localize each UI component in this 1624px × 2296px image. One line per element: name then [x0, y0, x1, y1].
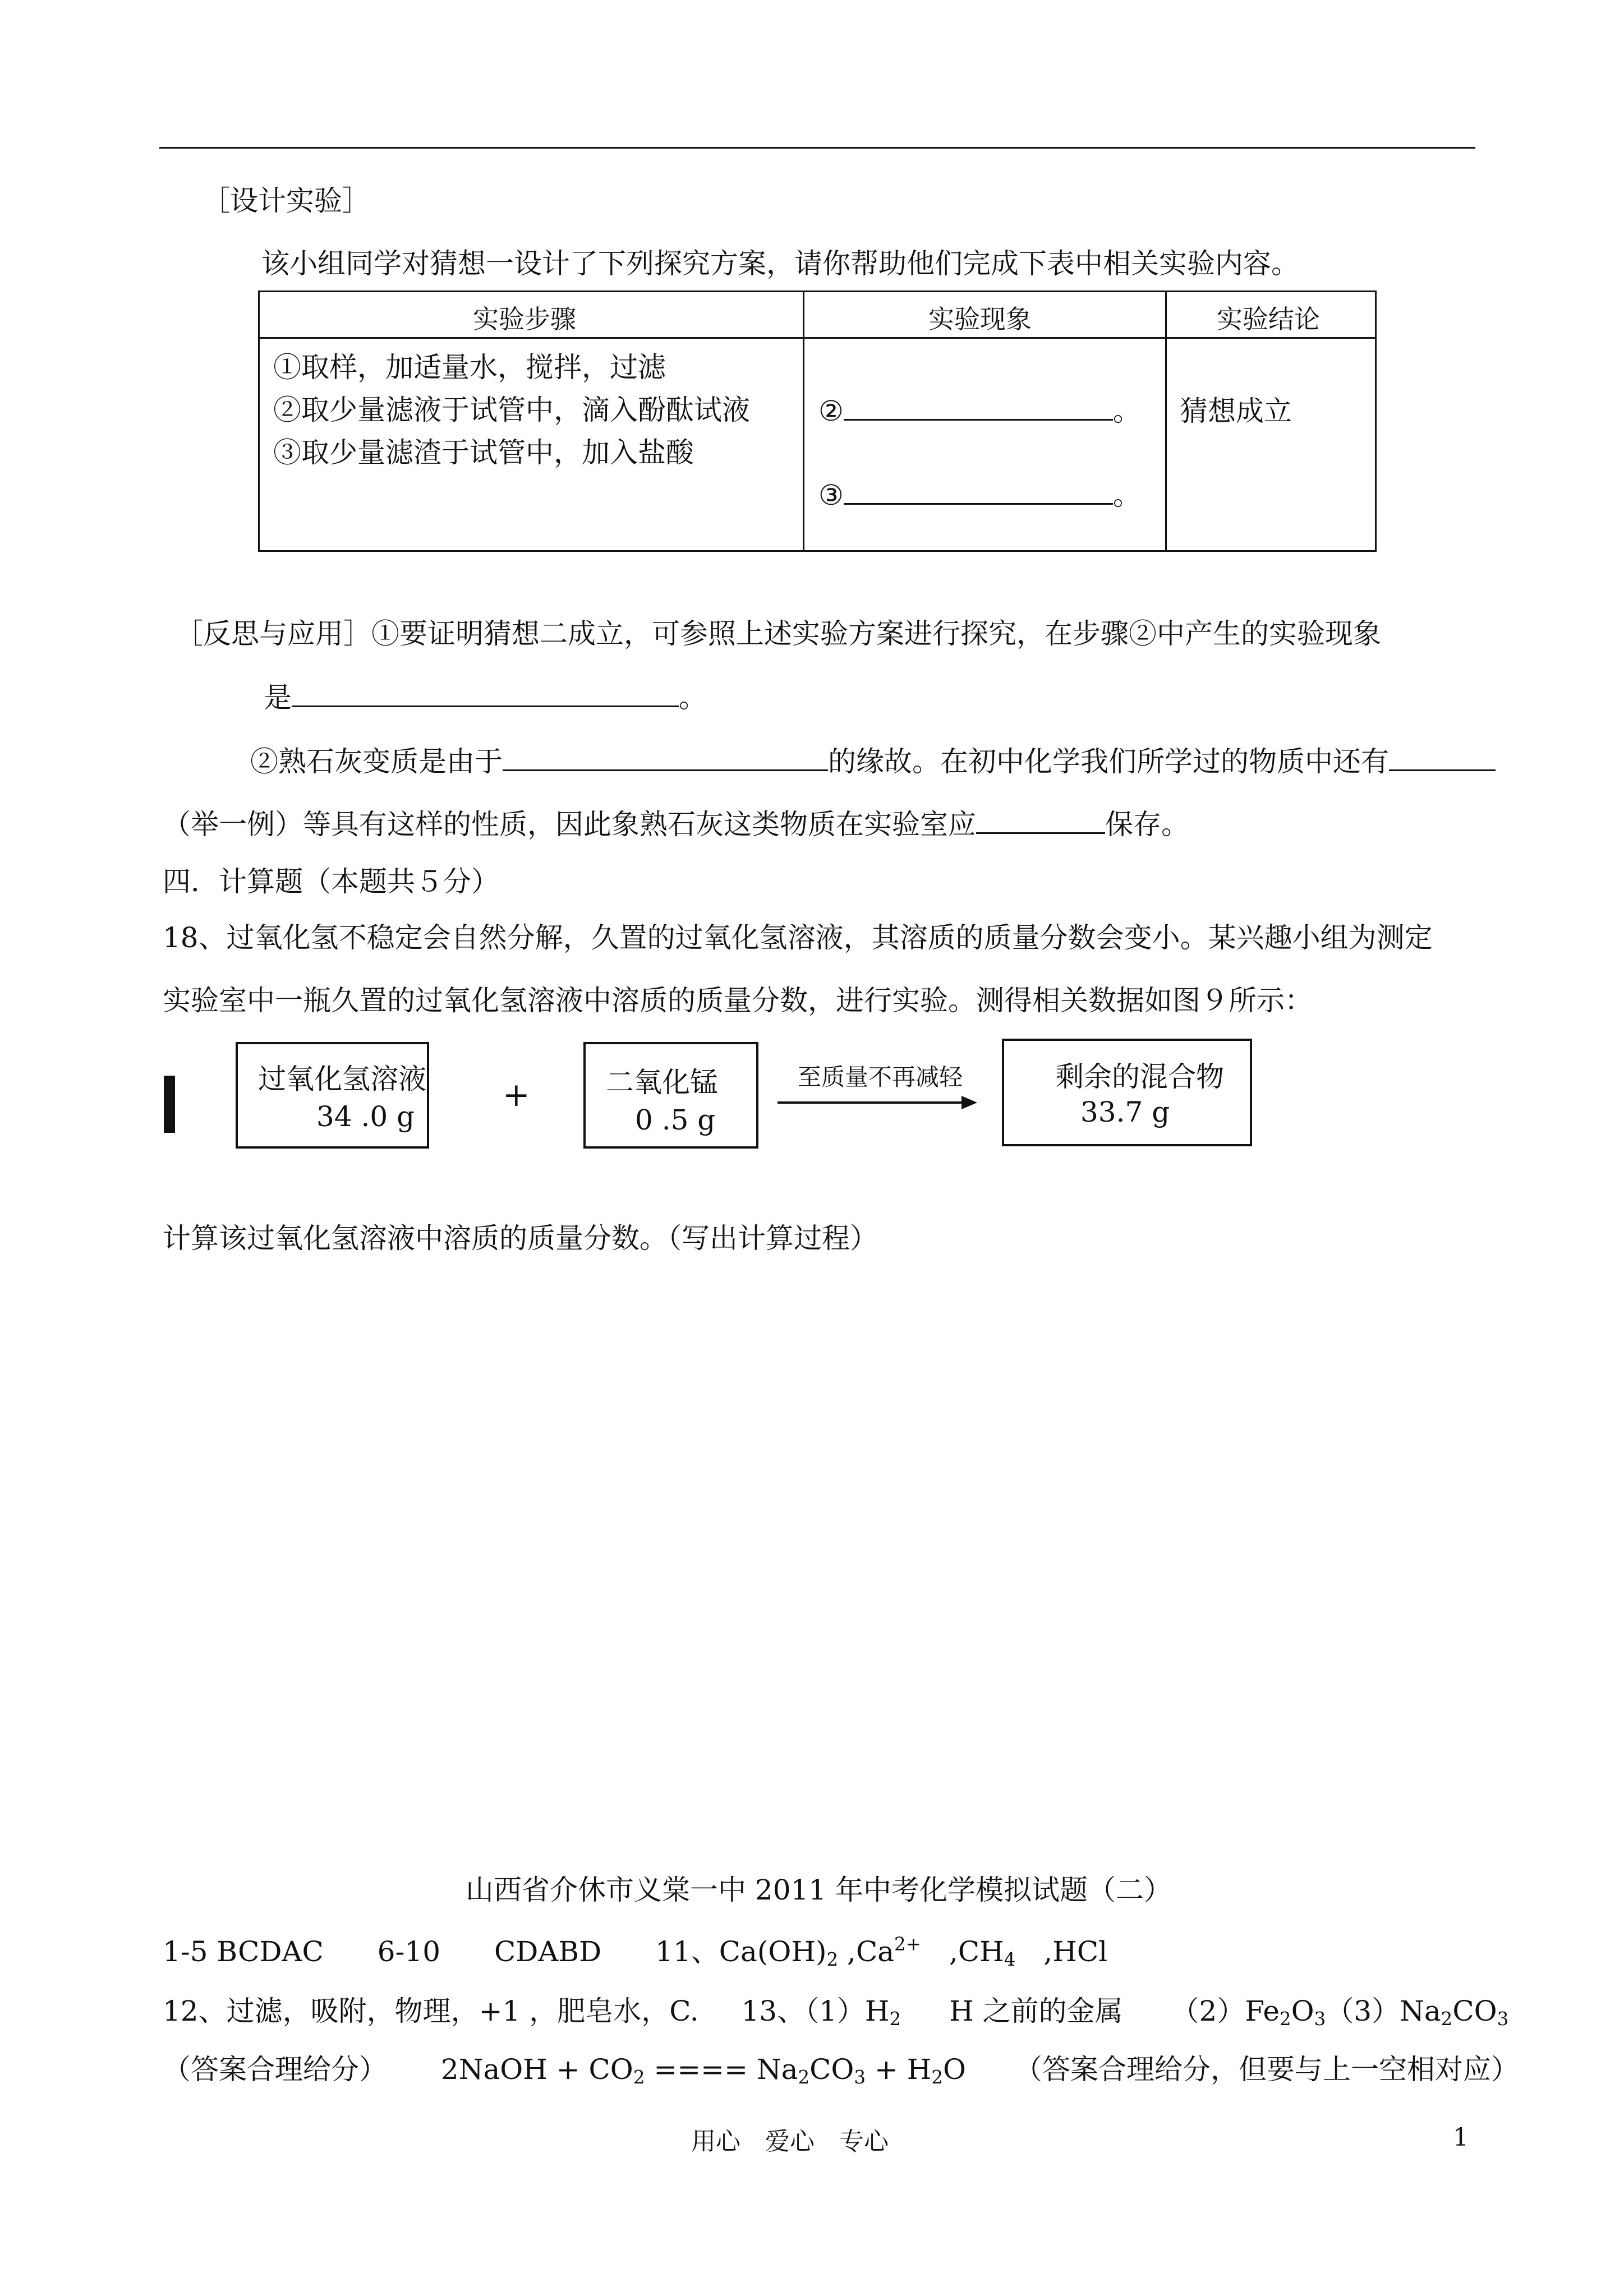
answer-13-1 — [741, 1995, 901, 2030]
answer-6-10-label: 6-10 — [377, 1935, 441, 1968]
equation-b-sub: 2 — [798, 2067, 810, 2088]
box-manganese-dioxide — [583, 1042, 758, 1149]
answer-13-1-sub: 2 — [889, 2008, 901, 2030]
reflect-line-4-b: 保存。 — [1105, 808, 1189, 841]
box-hydrogen-peroxide — [236, 1042, 429, 1149]
answers-title: 山西省介休市义棠一中 2011 年中考化学模拟试题（二） — [466, 1874, 1172, 1906]
table-step-1: ①取样，加适量水，搅拌，过滤 — [273, 351, 666, 384]
answer-13-3-sub2: 3 — [1497, 2008, 1509, 2030]
reaction-arrow-icon — [776, 1091, 978, 1114]
observation-3-period: 。 — [1112, 479, 1141, 511]
experiment-table — [258, 291, 1377, 552]
observation-3 — [818, 473, 1141, 513]
reflect-line-2-prefix: 是 — [264, 681, 292, 714]
observation-2-label: ② — [818, 395, 844, 427]
answer-6-10: CDABD — [494, 1935, 602, 1968]
reflect-blank-3[interactable] — [1389, 769, 1496, 771]
answer-13-1-a: 13、（1）H — [741, 1995, 890, 2027]
reflect-line-3-b: 的缘故。在初中化学我们所学过的物质中还有 — [828, 745, 1389, 778]
answers-row-2 — [163, 1989, 1508, 2030]
reflect-line-4 — [163, 802, 1189, 842]
answer-11-a: 11、Ca(OH) — [655, 1935, 827, 1968]
q18-line-2: 实验室中一瓶久置的过氧化氢溶液中溶质的质量分数，进行实验。测得相关数据如图９所示： — [163, 984, 1313, 1017]
answer-13-note: （答案合理给分） — [163, 2053, 387, 2086]
answer-1-5: 1-5 BCDAC — [163, 1935, 324, 1968]
reflect-blank-2[interactable] — [503, 769, 828, 771]
table-header-steps: 实验步骤 — [473, 304, 576, 334]
box-manganese-dioxide-mass: 0 .5 g — [635, 1104, 716, 1136]
box-remaining-mixture — [1002, 1039, 1252, 1146]
answer-11-a-sub: 2 — [826, 1949, 839, 1971]
answer-13-2-sub1: 2 — [1279, 2008, 1291, 2030]
reflect-line-3 — [250, 739, 1496, 780]
answers-row-1 — [163, 1929, 1107, 1970]
answer-13-3-a: （3）Na — [1326, 1995, 1441, 2027]
answer-13-equation — [441, 2053, 966, 2086]
reflect-line-2 — [264, 675, 707, 716]
answer-13-3 — [1326, 1995, 1509, 2030]
box-remaining-mixture-name: 剩余的混合物 — [1056, 1061, 1224, 1093]
observation-3-label: ③ — [818, 479, 844, 511]
answer-13-2-mid: O — [1291, 1995, 1314, 2027]
q18-line-1: 18、过氧化氢不稳定会自然分解，久置的过氧化氢溶液，其溶质的质量分数会变小。某兴趣小组为测定 — [163, 921, 1433, 954]
answer-13-1-b: H 之前的金属 — [949, 1995, 1123, 2027]
table-header-divider — [260, 337, 1375, 339]
reflect-line-2-suffix: 。 — [679, 681, 707, 714]
page-number: 1 — [1453, 2123, 1469, 2152]
answer-13-note-2: （答案合理给分，但要与上一空相对应） — [1014, 2053, 1519, 2086]
table-header-conclusion: 实验结论 — [1217, 304, 1320, 334]
box-manganese-dioxide-name: 二氧化锰 — [606, 1066, 718, 1099]
section-4-title: 四．计算题（本题共５分） — [163, 865, 499, 898]
answer-13-2-sub2: 3 — [1314, 2008, 1326, 2030]
reflect-blank-1[interactable] — [292, 705, 679, 707]
table-header-observations: 实验现象 — [928, 304, 1032, 334]
equation-b: ==== Na — [645, 2053, 798, 2086]
plus-sign: + — [503, 1076, 530, 1114]
equation-d-sub: 2 — [931, 2067, 944, 2088]
equation-a-sub: 2 — [633, 2067, 645, 2088]
reflect-blank-4[interactable] — [976, 832, 1105, 834]
answer-13-3-sub1: 2 — [1441, 2008, 1453, 2030]
footer-center: 用心 爱心 专心 — [691, 2127, 889, 2156]
box-hydrogen-peroxide-mass: 34 .0 g — [316, 1100, 415, 1133]
answer-13-3-mid: CO — [1452, 1995, 1497, 2027]
reflect-line-3-a: ②熟石灰变质是由于 — [250, 745, 503, 778]
box-remaining-mixture-mass: 33.7 g — [1080, 1096, 1170, 1128]
equation-d: + H — [866, 2053, 932, 2086]
table-conclusion: 猜想成立 — [1180, 395, 1292, 427]
observation-3-blank[interactable] — [844, 502, 1113, 505]
answer-11-c-sub: 4 — [1004, 1949, 1016, 1971]
answers-row-3 — [163, 2047, 1519, 2088]
equation-c-sub: 3 — [854, 2067, 866, 2088]
answer-11-b: ,Ca — [838, 1935, 895, 1968]
equation-c: CO — [809, 2053, 854, 2086]
table-step-2: ②取少量滤液于试管中，滴入酚酞试液 — [273, 394, 750, 426]
observation-2 — [818, 389, 1141, 429]
q18-question: 计算该过氧化氢溶液中溶质的质量分数。（写出计算过程） — [163, 1222, 878, 1255]
margin-bar — [164, 1076, 175, 1133]
table-step-3: ③取少量滤渣于试管中，加入盐酸 — [273, 436, 694, 469]
reflect-line-1: ［反思与应用］①要证明猜想二成立，可参照上述实验方案进行探究，在步骤②中产生的实验现象 — [175, 617, 1381, 650]
answer-13-2-a: （2）Fe — [1171, 1995, 1280, 2027]
header-rule — [159, 147, 1475, 149]
box-hydrogen-peroxide-name: 过氧化氢溶液 — [258, 1063, 426, 1095]
equation-a: 2NaOH + CO — [440, 2053, 633, 2086]
answer-11-d: ,HCl — [1043, 1935, 1108, 1968]
answer-13-2 — [1171, 1995, 1326, 2030]
observation-2-blank[interactable] — [844, 418, 1113, 421]
observation-2-period: 。 — [1112, 395, 1141, 427]
design-intro: 该小组同学对猜想一设计了下列探究方案，请你帮助他们完成下表中相关实验内容。 — [261, 247, 1299, 280]
design-heading: ［设计实验］ — [202, 185, 370, 217]
answer-11-b-sup: 2+ — [894, 1933, 921, 1955]
answer-11 — [655, 1933, 1108, 1971]
equation-e: O — [943, 2053, 967, 2086]
table-col-divider-2 — [1165, 292, 1167, 550]
reflect-line-4-a: （举一例）等具有这样的性质，因此象熟石灰这类物质在实验室应 — [163, 808, 976, 841]
table-col-divider-1 — [803, 292, 804, 550]
reaction-condition: 至质量不再减轻 — [798, 1063, 963, 1091]
answer-11-c: ,CH — [949, 1935, 1004, 1968]
answer-12: 12、过滤，吸附，物理，+1 ，肥皂水，C. — [163, 1995, 699, 2027]
